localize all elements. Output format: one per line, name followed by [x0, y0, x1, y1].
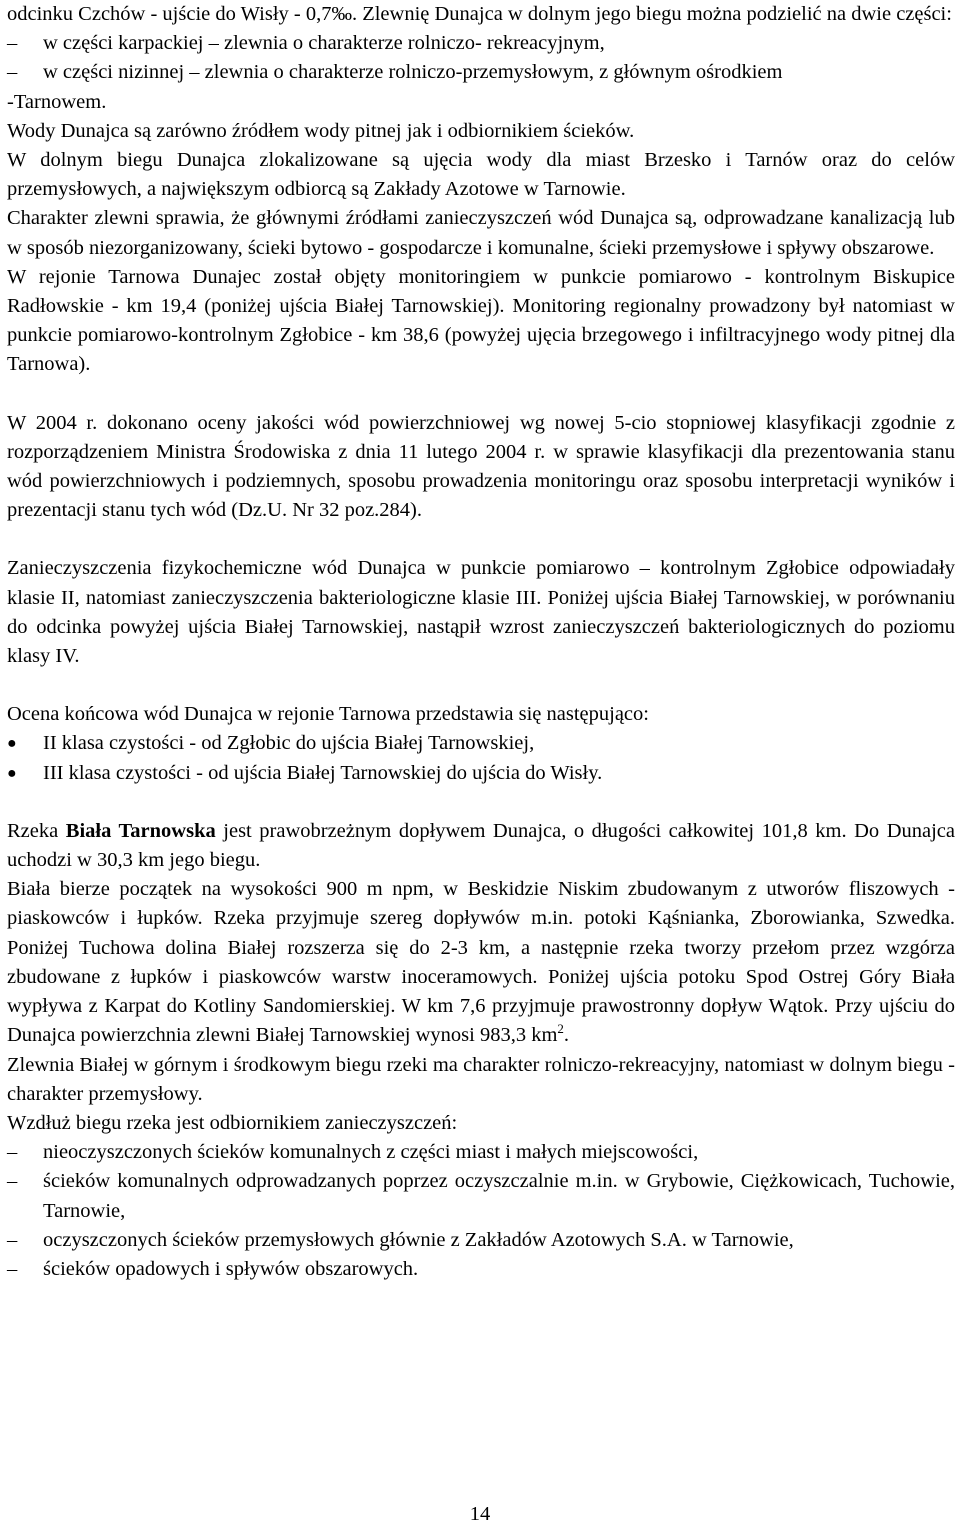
dash-marker: – — [7, 32, 18, 55]
paragraph: Charakter zlewni sprawia, że głównymi źródłami zanieczyszczeń wód Dunajca są, odprowadzane kanalizacją lub w sposób niezorganizowany, ścieki bytowo - gospodarcze i komunalne, ścieki przemysłowe i spływy obszarowe. — [7, 207, 955, 259]
paragraph: Wody Dunajca są zarówno źródłem wody pitnej jak i odbiornikiem ścieków. — [7, 119, 635, 142]
river-name: Biała Tarnowska — [65, 819, 216, 842]
list-item — [7, 729, 955, 758]
text-run: Rzeka — [7, 819, 66, 842]
dash-marker: – — [7, 1228, 18, 1251]
list-item-text: ścieków opadowych i spływów obszarowych. — [43, 1257, 419, 1280]
paragraph — [7, 817, 955, 875]
list-item — [7, 759, 955, 788]
paragraph: -Tarnowem. — [7, 90, 107, 113]
paragraph: Wzdłuż biegu rzeka jest odbiornikiem zanieczyszczeń: — [7, 1111, 458, 1134]
paragraph: W dolnym biegu Dunajca zlokalizowane są ujęcia wody dla miast Brzesko i Tarnów oraz do celów przemysłowych, a największym odbiorcą są Zakłady Azotowe w Tarnowie. — [7, 149, 955, 201]
document-page — [7, 0, 955, 1284]
dash-marker: – — [7, 1257, 18, 1280]
paragraph: odcinku Czchów - ujście do Wisły - 0,7‰. Zlewnię Dunajca w dolnym jego biegu można podzielić na dwie części: — [7, 3, 952, 25]
paragraph: W 2004 r. dokonano oceny jakości wód powierzchniowej wg nowej 5-cio stopniowej klasyfikacji zgodnie z rozporządzeniem Ministra Środowiska z dnia 11 lutego 2004 r. w sprawie klasyfikacji dla prezentowania stanu wód powierzchniowych i podziemnych, sposobu prowadzenia monitoringu oraz sposobu interpretacji wyników i prezentacji stanu tych wód (Dz.U. Nr 32 poz.284). — [7, 411, 955, 522]
dash-marker: – — [7, 1170, 18, 1193]
list-item — [7, 1226, 955, 1255]
text-run: jest prawobrzeżnym dopływem Dunajca, o długości całkowitej 101,8 km. Do Dunajca uchodzi w 30,3 km jego biegu. — [7, 819, 955, 872]
bullet-marker: ● — [7, 735, 17, 753]
spacer — [7, 788, 955, 817]
list-item — [7, 58, 955, 87]
dash-marker: – — [7, 1141, 18, 1164]
bullet-marker: ● — [7, 764, 17, 782]
text-run: . — [563, 1024, 570, 1047]
spacer — [7, 525, 955, 554]
page-number: 14 — [469, 1503, 491, 1525]
list-item-text: ścieków komunalnych odprowadzanych poprzez oczyszczalnie m.in. w Grybowie, Ciężkowicach, Tuchowie, Tarnowie, — [43, 1170, 955, 1222]
dash-marker: – — [7, 61, 18, 84]
list-item — [7, 1138, 955, 1167]
list-item — [7, 1255, 955, 1284]
list-item — [7, 29, 955, 58]
list-item-text: w części nizinnej – zlewnia o charakterze rolniczo-przemysłowym, z głównym ośrodkiem — [43, 61, 783, 84]
dash-list — [7, 1138, 955, 1284]
paragraph — [7, 875, 955, 1050]
paragraph: Ocena końcowa wód Dunajca w rejonie Tarnowa przedstawia się następująco: — [7, 703, 649, 726]
paragraph: Zlewnia Białej w górnym i środkowym biegu rzeki ma charakter rolniczo-rekreacyjny, natomiast w dolnym biegu - charakter przemysłowy. — [7, 1053, 955, 1105]
paragraph: Zanieczyszczenia fizykochemiczne wód Dunajca w punkcie pomiarowo – kontrolnym Zgłobice odpowiadały klasie II, natomiast zanieczyszczenia bakteriologiczne klasie III. Poniżej ujścia Białej Tarnowskiej, w porównaniu do odcinka powyżej ujścia Białej Tarnowskiej, nastąpił wzrost zanieczyszczeń bakteriologicznych do poziomu klasy IV. — [7, 557, 955, 668]
list-item-text: w części karpackiej – zlewnia o charakterze rolniczo- rekreacyjnym, — [43, 32, 605, 55]
list-item — [7, 1167, 955, 1225]
list-item-text: oczyszczonych ścieków przemysłowych głównie z Zakładów Azotowych S.A. w Tarnowie, — [43, 1228, 794, 1251]
spacer — [7, 380, 955, 409]
list-item-text: III klasa czystości - od ujścia Białej Tarnowskiej do ujścia do Wisły. — [43, 761, 603, 784]
text-run: Biała bierze początek na wysokości 900 m npm, w Beskidzie Niskim zbudowanym z utworów fliszowych - piaskowców i łupków. Rzeka przyjmuje szereg dopływów m.in. potoki Kąśnianka, Zborowianka, Szwedka. Poniżej Tuchowa dolina Białej rozszerza się do 2-3 km, a następnie rzeka tworzy przełom przez wzgórza zbudowane z łupków i piaskowców warstw inoceramowych. Poniżej ujścia potoku Spod Ostrej Góry Biała wypływa z Karpat do Kotliny Sandomierskiej. W km 7,6 przyjmuje prawostronny dopływ Wątok. Przy ujściu do Dunajca powierzchnia zlewni Białej Tarnowskiej wynosi 983,3 km — [7, 878, 955, 1047]
paragraph: W rejonie Tarnowa Dunajec został objęty monitoringiem w punkcie pomiarowo - kontrolnym Biskupice Radłowskie - km 19,4 (poniżej ujścia Białej Tarnowskiej). Monitoring regionalny prowadzony był natomiast w punkcie pomiarowo-kontrolnym Zgłobice - km 38,6 (powyżej ujęcia brzegowego i infiltracyjnego wody pitnej dla Tarnowa). — [7, 265, 955, 376]
bullet-list — [7, 729, 955, 787]
list-item-text: nieoczyszczonych ścieków komunalnych z części miast i małych miejscowości, — [43, 1141, 699, 1164]
superscript: 2 — [557, 1021, 564, 1037]
spacer — [7, 671, 955, 700]
list-item-text: II klasa czystości - od Zgłobic do ujścia Białej Tarnowskiej, — [43, 732, 535, 755]
dash-list — [7, 29, 955, 87]
